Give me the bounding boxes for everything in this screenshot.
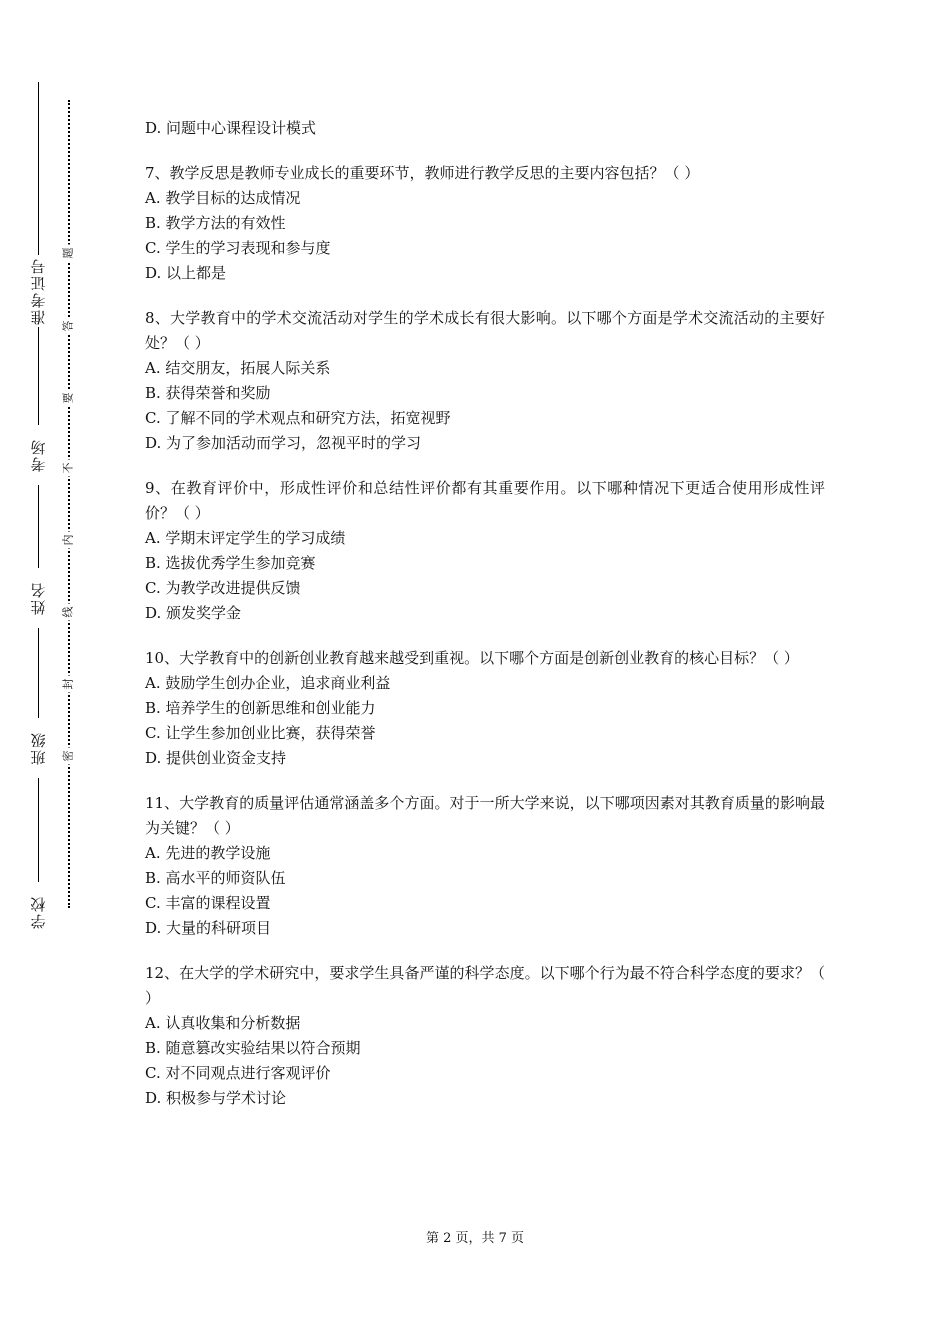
seal-char: 题 xyxy=(61,245,77,262)
seal-char: 要 xyxy=(61,390,77,407)
field-school-label: 学校 xyxy=(22,882,56,942)
option-c: C. 让学生参加创业比赛，获得荣誉 xyxy=(145,724,376,742)
exam-content xyxy=(145,116,825,1131)
question-7 xyxy=(145,161,825,286)
option-d: D. 大量的科研项目 xyxy=(145,919,272,937)
question-stem: 7、教学反思是教师专业成长的重要环节，教师进行教学反思的主要内容包括？（ ） xyxy=(145,164,700,182)
option-d: D. 以上都是 xyxy=(145,264,227,282)
seal-char: 不 xyxy=(61,460,77,477)
option-b: B. 获得荣誉和奖励 xyxy=(145,384,271,402)
seal-char: 线 xyxy=(61,604,77,621)
option-d: D. 积极参与学术讨论 xyxy=(145,1089,287,1107)
seal-char: 答 xyxy=(61,318,77,335)
option-d: D. 为了参加活动而学习，忽视平时的学习 xyxy=(145,434,422,452)
question-9 xyxy=(145,476,825,626)
question-stem: 10、大学教育中的创新创业教育越来越受到重视。以下哪个方面是创新创业教育的核心目标？（ ） xyxy=(145,649,799,667)
option-d: D. 颁发奖学金 xyxy=(145,604,242,622)
seal-dotted-line xyxy=(68,100,70,908)
option-b: B. 选拔优秀学生参加竞赛 xyxy=(145,554,316,572)
seal-char: 内 xyxy=(61,532,77,549)
question-stem: 9、在教育评价中，形成性评价和总结性评价都有其重要作用。以下哪种情况下更适合使用形成性评价？（ ） xyxy=(145,479,825,522)
option-c: C. 了解不同的学术观点和研究方法，拓宽视野 xyxy=(145,409,451,427)
option-a: A. 结交朋友，拓展人际关系 xyxy=(145,359,331,377)
seal-char: 封 xyxy=(61,676,77,693)
question-8 xyxy=(145,306,825,456)
leading-option: D. 问题中心课程设计模式 xyxy=(145,119,317,137)
page-footer: 第 2 页，共 7 页 xyxy=(425,1231,525,1246)
question-stem: 8、大学教育中的学术交流活动对学生的学术成长有很大影响。以下哪个方面是学术交流活动的主要好处？（ ） xyxy=(145,309,825,352)
option-b: B. 培养学生的创新思维和创业能力 xyxy=(145,699,376,717)
option-b: B. 随意篡改实验结果以符合预期 xyxy=(145,1039,361,1057)
option-a: A. 鼓励学生创办企业，追求商业利益 xyxy=(145,674,391,692)
question-10 xyxy=(145,646,825,771)
field-exam-room-label: 考场 xyxy=(22,425,56,485)
field-name-label: 姓名 xyxy=(22,568,56,628)
field-exam-number-label: 准考证号 xyxy=(22,255,56,327)
question-stem: 12、在大学的学术研究中，要求学生具备严谨的科学态度。以下哪个行为最不符合科学态度的要求？（ ） xyxy=(145,964,825,1007)
option-d: D. 提供创业资金支持 xyxy=(145,749,287,767)
option-a: A. 先进的教学设施 xyxy=(145,844,271,862)
option-c: C. 丰富的课程设置 xyxy=(145,894,271,912)
field-class-label: 班级 xyxy=(22,718,56,778)
question-11 xyxy=(145,791,825,941)
option-a: A. 认真收集和分析数据 xyxy=(145,1014,301,1032)
option-c: C. 对不同观点进行客观评价 xyxy=(145,1064,331,1082)
option-b: B. 高水平的师资队伍 xyxy=(145,869,286,887)
binding-solid-line xyxy=(38,82,39,933)
option-b: B. 教学方法的有效性 xyxy=(145,214,286,232)
question-12 xyxy=(145,961,825,1111)
question-stem: 11、大学教育的质量评估通常涵盖多个方面。对于一所大学来说，以下哪项因素对其教育质量的影响最为关键？（ ） xyxy=(145,794,825,837)
binding-margin xyxy=(0,0,120,1344)
option-c: C. 为教学改进提供反馈 xyxy=(145,579,301,597)
seal-char: 密 xyxy=(61,748,77,765)
option-c: C. 学生的学习表现和参与度 xyxy=(145,239,331,257)
option-a: A. 教学目标的达成情况 xyxy=(145,189,301,207)
option-a: A. 学期末评定学生的学习成绩 xyxy=(145,529,346,547)
